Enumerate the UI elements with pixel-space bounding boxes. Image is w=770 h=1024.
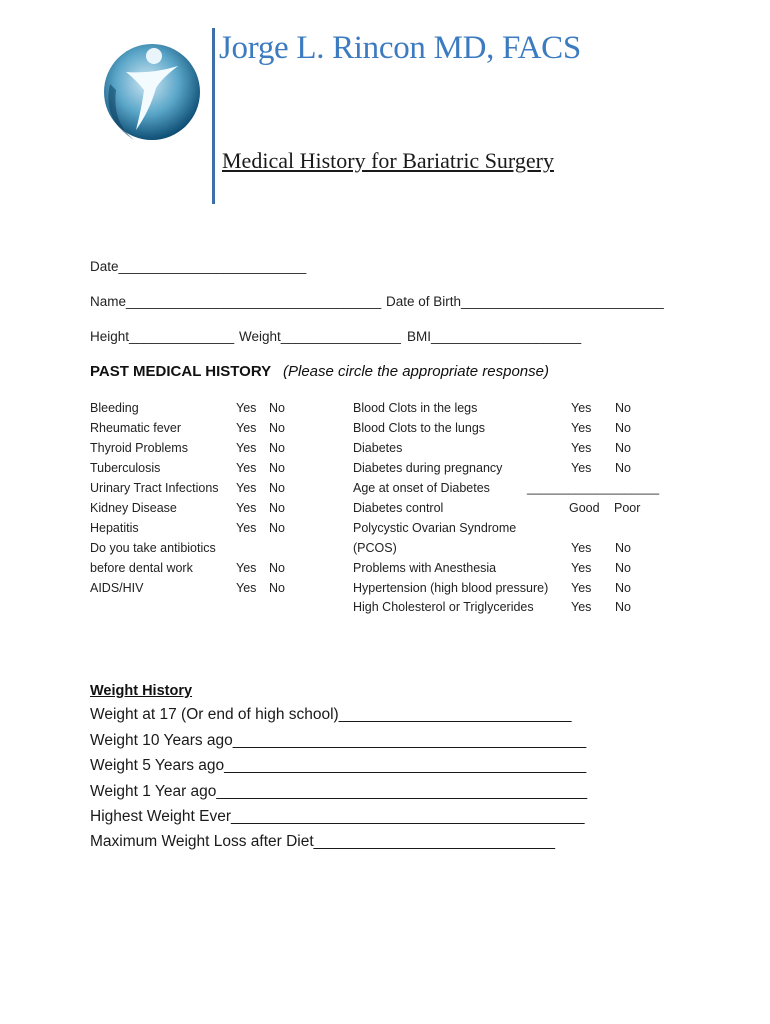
right-history-option-b[interactable]: No <box>615 541 631 555</box>
right-history-label: Polycystic Ovarian Syndrome <box>353 521 517 535</box>
left-history-no-option[interactable]: No <box>269 521 285 535</box>
left-history-label: Bleeding <box>90 401 139 415</box>
left-history-yes-option[interactable]: Yes <box>236 461 257 475</box>
left-history-yes-option[interactable]: Yes <box>236 581 257 595</box>
weight-history-item[interactable]: Highest Weight Ever_________________________________________ <box>90 808 585 825</box>
right-history-label: Age at onset of Diabetes <box>353 481 490 495</box>
diabetes-onset-age-field[interactable]: ___________________ <box>527 481 660 495</box>
right-history-option-b[interactable]: No <box>615 561 631 575</box>
past-history-note: (Please circle the appropriate response) <box>283 363 549 380</box>
left-history-label: Do you take antibiotics <box>90 541 216 555</box>
right-history-option-a[interactable]: Yes <box>571 421 592 435</box>
left-history-yes-option[interactable]: Yes <box>236 521 257 535</box>
weight-history-title: Weight History <box>90 683 193 699</box>
bmi-field[interactable]: BMI____________________ <box>407 329 582 344</box>
right-history-option-b[interactable]: No <box>615 581 631 595</box>
left-history-no-option[interactable]: No <box>269 401 285 415</box>
form-title: Medical History for Bariatric Surgery <box>222 148 554 173</box>
right-history-label: Diabetes during pregnancy <box>353 461 503 475</box>
right-history-option-a[interactable]: Yes <box>571 541 592 555</box>
left-history-label: Rheumatic fever <box>90 421 182 435</box>
height-field[interactable]: Height______________ <box>90 329 235 344</box>
right-history-label: Problems with Anesthesia <box>353 561 497 575</box>
left-history-label: Tuberculosis <box>90 461 161 475</box>
right-history-option-a[interactable]: Yes <box>571 441 592 455</box>
left-history-no-option[interactable]: No <box>269 501 285 515</box>
header-divider <box>212 28 215 204</box>
right-history-label: Blood Clots to the lungs <box>353 421 486 435</box>
left-history-no-option[interactable]: No <box>269 481 285 495</box>
left-history-label: Kidney Disease <box>90 501 177 515</box>
right-history-option-a[interactable]: Yes <box>571 401 592 415</box>
right-history-option-a[interactable]: Yes <box>571 581 592 595</box>
right-history-option-b[interactable]: No <box>615 600 631 614</box>
right-history-label: Blood Clots in the legs <box>353 401 478 415</box>
right-history-label: High Cholesterol or Triglycerides <box>353 600 534 614</box>
right-history-option-a[interactable]: Yes <box>571 600 592 614</box>
weight-history-item[interactable]: Weight 5 Years ago__________________________________________ <box>90 757 587 774</box>
right-history-option-b[interactable]: No <box>615 441 631 455</box>
doctor-name: Jorge L. Rincon MD, FACS <box>219 30 581 66</box>
right-history-option-b[interactable]: No <box>615 401 631 415</box>
right-history-label: Hypertension (high blood pressure) <box>353 581 549 595</box>
left-history-label: Thyroid Problems <box>90 441 188 455</box>
left-history-label: Urinary Tract Infections <box>90 481 219 495</box>
right-history-option-b[interactable]: Poor <box>614 501 641 515</box>
left-history-label: AIDS/HIV <box>90 581 144 595</box>
left-history-label: Hepatitis <box>90 521 139 535</box>
right-history-option-b[interactable]: No <box>615 421 631 435</box>
left-history-yes-option[interactable]: Yes <box>236 561 257 575</box>
left-history-no-option[interactable]: No <box>269 441 285 455</box>
weight-history-item[interactable]: Weight 1 Year ago___________________________________________ <box>90 783 588 800</box>
dob-field[interactable]: Date of Birth___________________________ <box>386 294 664 309</box>
left-history-yes-option[interactable]: Yes <box>236 481 257 495</box>
weight-field[interactable]: Weight________________ <box>239 329 401 344</box>
right-history-label: (PCOS) <box>353 541 397 555</box>
left-history-yes-option[interactable]: Yes <box>236 421 257 435</box>
right-history-label: Diabetes control <box>353 501 444 515</box>
right-history-option-a[interactable]: Good <box>569 501 600 515</box>
right-history-option-a[interactable]: Yes <box>571 461 592 475</box>
left-history-label: before dental work <box>90 561 193 575</box>
right-history-label: Diabetes <box>353 441 403 455</box>
weight-history-item[interactable]: Weight 10 Years ago_________________________________________ <box>90 732 587 749</box>
left-history-no-option[interactable]: No <box>269 561 285 575</box>
weight-history-item[interactable]: Weight at 17 (Or end of high school)___________________________ <box>90 706 572 723</box>
weight-history-item[interactable]: Maximum Weight Loss after Diet____________________________ <box>90 833 556 850</box>
left-history-no-option[interactable]: No <box>269 581 285 595</box>
left-history-yes-option[interactable]: Yes <box>236 441 257 455</box>
right-history-option-b[interactable]: No <box>615 461 631 475</box>
left-history-no-option[interactable]: No <box>269 421 285 435</box>
right-history-option-a[interactable]: Yes <box>571 561 592 575</box>
date-field[interactable]: Date_________________________ <box>90 259 307 274</box>
left-history-yes-option[interactable]: Yes <box>236 501 257 515</box>
left-history-yes-option[interactable]: Yes <box>236 401 257 415</box>
left-history-no-option[interactable]: No <box>269 461 285 475</box>
figure-globe-logo-icon <box>92 26 210 148</box>
past-history-title: PAST MEDICAL HISTORY <box>90 363 272 380</box>
name-field[interactable]: Name__________________________________ <box>90 294 382 309</box>
